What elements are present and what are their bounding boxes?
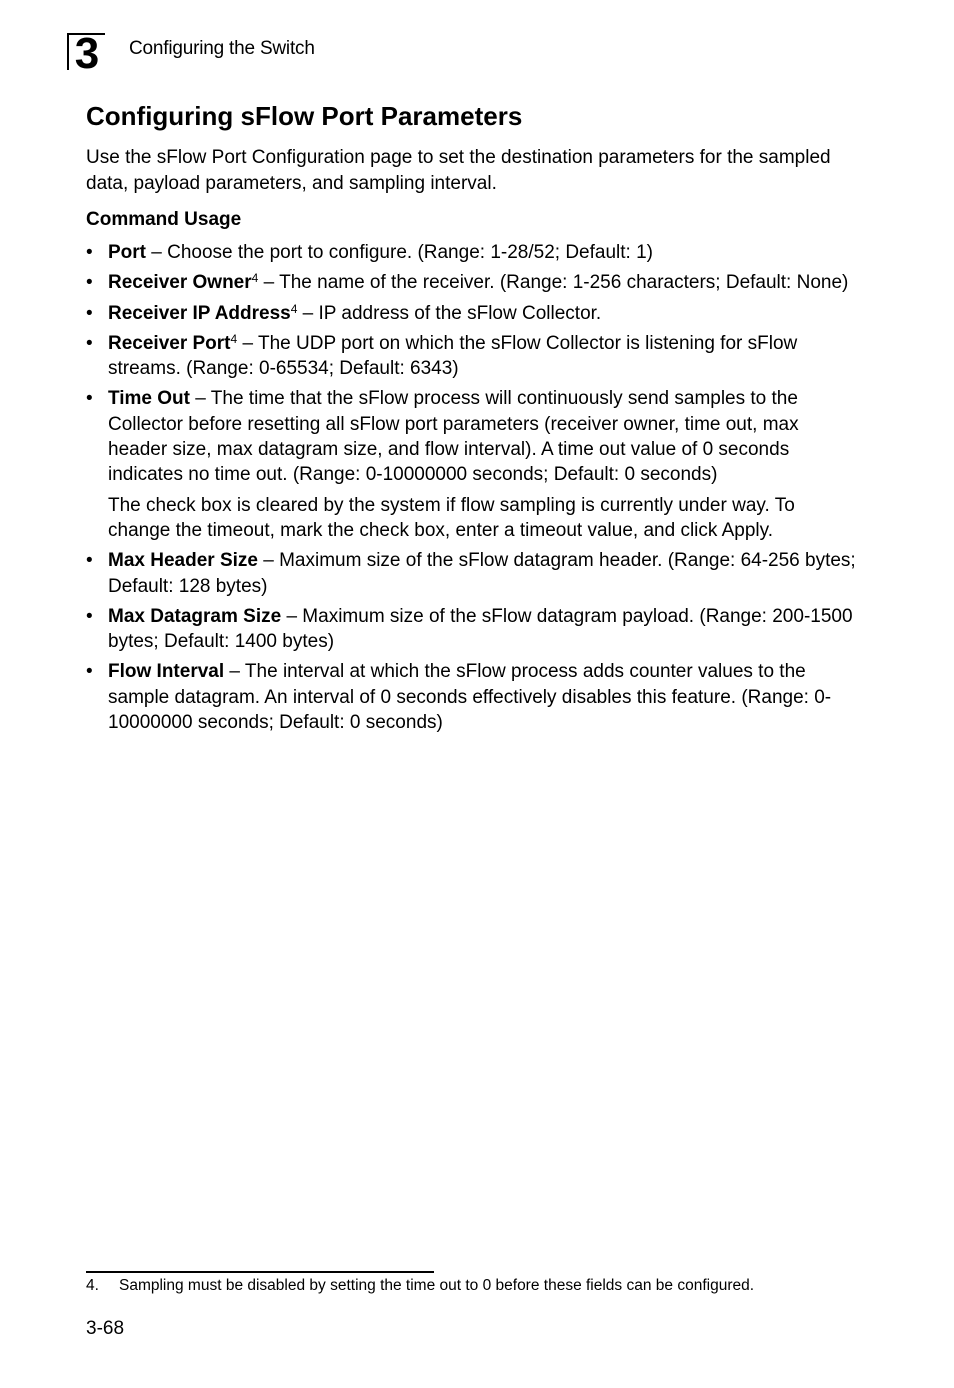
footnote-text: Sampling must be disabled by setting the time out to 0 before these fields can be configured. (119, 1277, 755, 1294)
list-item-max-header-size (86, 548, 856, 599)
item-text: – IP address of the sFlow Collector. (297, 302, 602, 324)
footnote-ref: 4 (230, 331, 238, 346)
footnote-number: 4. (86, 1277, 99, 1294)
intro-paragraph: Use the sFlow Port Configuration page to set the destination parameters for the sampled data, payload parameters, and sampling interval. (86, 147, 831, 194)
bullet-marker: • (86, 242, 93, 263)
footnote-ref: 4 (290, 301, 298, 316)
bullet-marker: • (86, 388, 93, 410)
list-item-receiver-port (86, 331, 856, 382)
item-note: The check box is cleared by the system if flow sampling is currently under way. To change the timeout, mark the check box, enter a timeout value, and click Apply. (108, 494, 795, 541)
item-text: – The UDP port on which the sFlow Collector is listening for sFlow streams. (Range: 0-65534; Default: 6343) (108, 332, 798, 380)
list-item-time-out (86, 386, 856, 543)
bullet-marker: • (86, 302, 93, 324)
item-term: Time Out (108, 388, 190, 410)
list-item-flow-interval (86, 659, 856, 735)
item-text: – The name of the receiver. (Range: 1-256 characters; Default: None) (258, 272, 849, 294)
item-term: Receiver IP Address (108, 302, 291, 324)
item-term: Port (108, 242, 146, 263)
list-item-max-datagram-size (86, 604, 856, 655)
command-usage-heading: Command Usage (86, 209, 242, 230)
running-header: Configuring the Switch (129, 38, 315, 59)
list-item-receiver-owner (86, 270, 856, 295)
item-term: Receiver Port (108, 332, 231, 354)
bullet-marker: • (86, 272, 93, 294)
bullet-marker: • (86, 605, 93, 627)
item-term: Max Datagram Size (108, 605, 282, 627)
bullet-marker: • (86, 661, 93, 683)
command-usage-list (86, 240, 856, 740)
bullet-marker: • (86, 332, 93, 354)
chapter-number: 3 (74, 33, 100, 70)
item-text: – Choose the port to configure. (Range: 1-28/52; Default: 1) (146, 242, 653, 263)
item-text: – Maximum size of the sFlow datagram payload. (Range: 200-1500 bytes; Default: 1400 bytes) (108, 605, 853, 653)
item-text: – The interval at which the sFlow process adds counter values to the sample datagram. An interval of 0 seconds effectively disables this feature. (Range: 0-10000000 seconds; Default: 0 seconds) (108, 661, 832, 734)
list-item-port (86, 240, 856, 265)
item-term: Max Header Size (108, 550, 258, 572)
list-item-receiver-ip-address (86, 301, 856, 326)
bullet-marker: • (86, 550, 93, 572)
footnote (86, 1277, 754, 1295)
page-number: 3-68 (86, 1318, 125, 1339)
item-term: Flow Interval (108, 661, 225, 683)
item-text: – The time that the sFlow process will continuously send samples to the Collector before resetting all sFlow port parameters (receiver owner, time out, max header size, max datagram size, and flow interval). A time out value of 0 seconds indicates no time out. (Range: 0-10000000 seconds; Default: 0 seconds) (108, 388, 799, 486)
footnote-divider (86, 1271, 434, 1273)
footnote-ref: 4 (251, 271, 259, 286)
section-title: Configuring sFlow Port Parameters (86, 101, 523, 131)
item-text: – Maximum size of the sFlow datagram header. (Range: 64-256 bytes; Default: 128 bytes) (108, 550, 856, 597)
chapter-number-badge (67, 33, 105, 70)
item-term: Receiver Owner (108, 272, 252, 294)
